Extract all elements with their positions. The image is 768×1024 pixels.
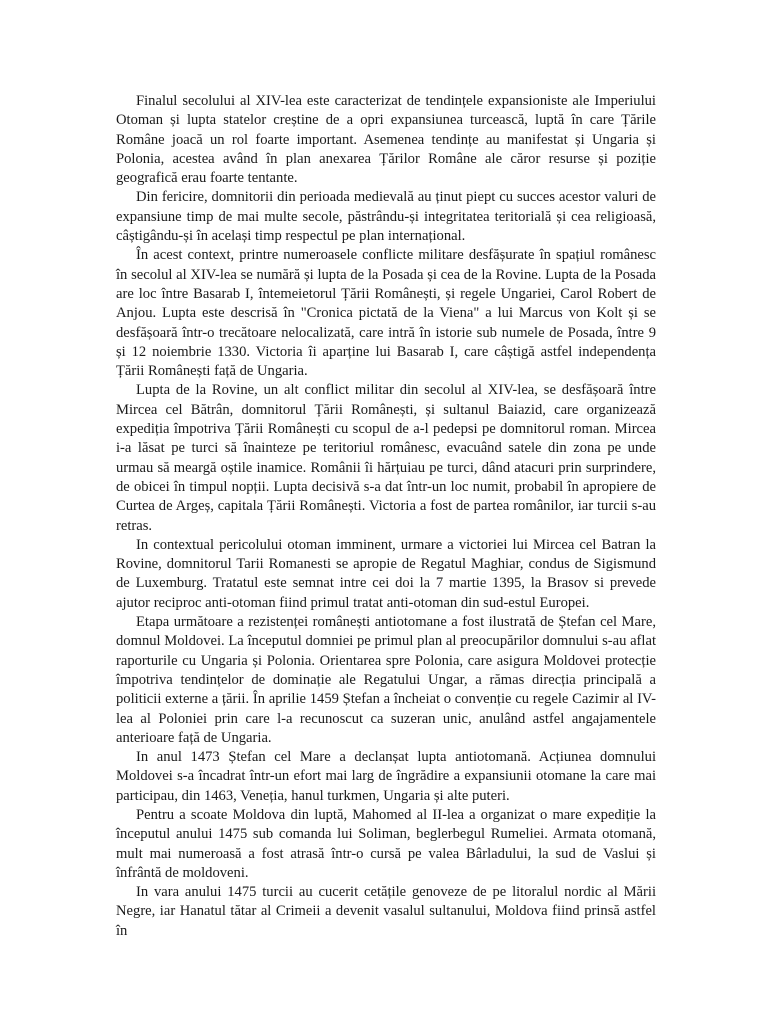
paragraph-5: In contextual pericolului otoman imminent, urmare a victoriei lui Mircea cel Batran la Rovine, domnitorul Tarii Romanesti se apropie de Regatul Maghiar, condus de Sigismund de Luxemburg. Tratatul este semnat intre cei doi la 7 martie 1395, la Brasov si prevede ajutor reciproc anti-otoman fiind primul tratat anti-otoman din sud-estul Europei.: [116, 536, 656, 611]
paragraph-2: Din fericire, domnitorii din perioada medievală au ținut piept cu succes acestor valuri de expansiune timp de mai multe secole, păstrându-și integritatea teritorială și cea religioasă, câștigându-și în același timp respectul pe plan internațional.: [116, 189, 656, 245]
paragraph-1: Finalul secolului al XIV-lea este caracterizat de tendințele expansioniste ale Imperiului Otoman și lupta statelor creștine de a opri expansiunea turcească, luptă în care Țările Române joacă un rol foarte important. Asemenea tendințe au manifestat și Ungaria și Polonia, acestea având în plan anexarea Țărilor Române ale căror resurse și poziție geografică erau foarte tentante.: [116, 93, 656, 187]
paragraph-7: In anul 1473 Ștefan cel Mare a declanșat lupta antiotomană. Acțiunea domnului Moldovei s-a încadrat într-un efort mai larg de îngrădire a expansiunii otomane la care mai participau, din 1463, Veneția, hanul turkmen, Ungaria și alte puteri.: [116, 749, 656, 804]
paragraph-8: Pentru a scoate Moldova din luptă, Mahomed al II-lea a organizat o mare expediție la începutul anului 1475 sub comanda lui Soliman, beglerbegul Rumeliei. Armata otomană, mult mai numeroasă a fost atrasă într-o cursă pe valea Bârladului, la sud de Vaslui și înfrântă de moldoveni.: [116, 806, 656, 881]
paragraph-3: În acest context, printre numeroasele conflicte militare desfășurate în spațiul românesc în secolul al XIV-lea se numără și lupta de la Posada și cea de la Rovine. Lupta de la Posada are loc între Basarab I, întemeietorul Țării Românești, și regele Ungariei, Carol Robert de Anjou. Lupta este descrisă în "Cronica pictată de la Viena" a lui Marcus von Kolt și se desfășoară într-o trecătoare nelocalizată, care intră în istorie sub numele de Posada, între 9 și 12 noiembrie 1330. Victoria îi aparține lui Basarab I, care câștigă astfel independența Țării Românești față de Ungaria.: [116, 247, 656, 380]
paragraph-9: In vara anului 1475 turcii au cucerit cetățile genoveze de pe litoralul nordic al Mării Negre, iar Hanatul tătar al Crimeii a devenit vasalul sultanului, Moldova fiind prinsă astfel în: [116, 884, 656, 939]
paragraph-4: Lupta de la Rovine, un alt conflict militar din secolul al XIV-lea, se desfășoară între Mircea cel Bătrân, domnitorul Țării Românești, și sultanul Baiazid, care organizează expediția împotriva Țării Românești cu scopul de a-l pedepsi pe domnitorul roman. Mircea i-a lăsat pe turci să înainteze pe teritoriul românesc, evacuând satele din zona pe unde urmau să meargă oștile inamice. Românii îi hărțuiau pe turci, dând atacuri prin surprindere, de obicei în timpul nopții. Lupta decisivă s-a dat într-un loc numit, probabil în apropiere de Curtea de Argeș, capitala Țării Românești. Victoria a fost de partea românilor, iar turcii s-au retras.: [116, 382, 656, 534]
paragraph-6: Etapa următoare a rezistenței românești antiotomane a fost ilustrată de Ștefan cel Mare, domnul Moldovei. La începutul domniei pe primul plan al preocupărilor domnului s-au aflat raporturile cu Ungaria și Polonia. Orientarea spre Polonia, care asigura Moldovei protecție împotriva tendințelor de dominație ale Regatului Ungar, a rămas direcția principală a politicii externe a țării. În aprilie 1459 Ștefan a încheiat o convenție cu regele Cazimir al IV-lea al Poloniei prin care l-a recunoscut ca suzeran unic, anulând astfel angajamentele anterioare față de Ungaria.: [116, 614, 656, 746]
document-body: [116, 92, 656, 941]
